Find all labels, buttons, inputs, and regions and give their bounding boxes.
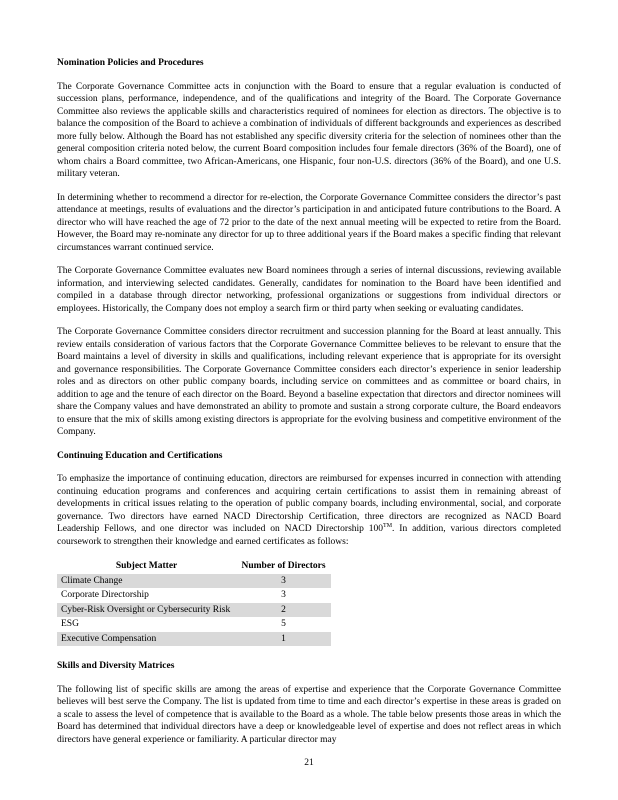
subject-cell: Cyber-Risk Oversight or Cybersecurity Risk (61, 604, 231, 615)
count-cell: 2 (281, 604, 286, 615)
table-row-executive-compensation (57, 632, 331, 647)
heading-nomination-policies: Nomination Policies and Procedures (57, 58, 204, 68)
paragraph-succession-planning: The Corporate Governance Committee considers director recruitment and succession planning for the Board at least annually. This review entails consideration of various factors that the Corporate Governance Committee believes to be relevant to ensure that the Board maintains a level of diversity in skills and qualifications, including relevant experience that is appropriate for its oversight and governance responsibilities. The Corporate Governance Committee considers each director’s experience in senior leadership roles and as directors on other public company boards, including service on committees and as committee or board chairs, in addition to age and the tenure of each director on the Board. Beyond a baseline expectation that directors and director nominees will share the Company values and have demonstrated an ability to promote and sustain a strong corporate culture, the Board endeavors to ensure that the mix of skills among existing directors is appropriate for the evolving business and competitive environment of the Company. (57, 327, 561, 437)
count-cell: 1 (281, 633, 286, 644)
certifications-table (57, 559, 331, 646)
table-row-esg (57, 617, 331, 632)
subject-cell: Climate Change (61, 575, 123, 586)
page-number: 21 (304, 758, 314, 768)
count-cell: 3 (281, 590, 286, 600)
table-row-cyber-risk (57, 603, 331, 618)
table-row-corporate-directorship (57, 588, 331, 603)
count-cell: 3 (281, 575, 286, 586)
paragraph-nomination-overview: The Corporate Governance Committee acts in conjunction with the Board to ensure that a regular evaluation is conducted of succession plans, performance, independence, and of the qualifications and integrity of the Board. The Corporate Governance Committee also reviews the applicable skills and characteristics required of nominees for election as directors. The objective is to balance the composition of the Board to achieve a combination of individuals of different backgrounds and experiences as described more fully below. Although the Board has not established any specific diversity criteria for the selection of nominees other than the general composition criteria noted below, the current Board composition includes four female directors (36% of the Board), one of whom chairs a Board committee, two African-Americans, one Hispanic, four non-U.S. directors (36% of the Board), and one U.S. military veteran. (57, 81, 561, 179)
paragraph-reelection-criteria: In determining whether to recommend a director for re-election, the Corporate Governance Committee considers the director’s past attendance at meetings, results of evaluations and the director’s participation in and anticipated future contributions to the Board. A director who will have reached the age of 72 prior to the date of the next annual meeting will be expected to retire from the Board. However, the Board may re-nominate any director for up to three additional years if the Board makes a specific finding that relevant circumstances warrant continued service. (57, 192, 561, 253)
count-cell: 5 (281, 619, 286, 629)
education-text: To emphasize the importance of continuing education, directors are reimbursed for expenses incurred in connection with attending continuing education programs and conferences and acquiring certain certifications to assist them in remaining abreast of developments in critical issues relating to the operation of public company boards, including environmental, social, and corporate governance. Two directors have earned NACD Directorship Certification, three directors are recognized as NACD Board Leadership Fellows, and one director was included on NACD Directorship 100 (57, 474, 561, 534)
heading-continuing-education: Continuing Education and Certifications (57, 450, 223, 461)
table-header-row (57, 559, 331, 574)
table-row-climate-change (57, 574, 331, 589)
education-text-continued: . In addition, various directors completed coursework to strengthen their knowledge and earned certificates as follows: (57, 524, 561, 547)
column-header-subject-matter: Subject Matter (115, 561, 178, 571)
paragraph-nominee-evaluation: The Corporate Governance Committee evaluates new Board nominees through a series of internal discussions, reviewing available information, and interviewing selected candidates. Generally, candidates for nomination to the Board have been identified and compiled in a database through director networking, professional organizations or suggestions from individual directors or employees. Historically, the Company does not employ a search firm or third party when seeking or evaluating candidates. (57, 266, 561, 314)
subject-cell: Executive Compensation (61, 633, 157, 644)
heading-skills-diversity: Skills and Diversity Matrices (57, 661, 175, 671)
trademark-superscript: TM (383, 522, 393, 529)
subject-cell: Corporate Directorship (61, 590, 149, 600)
column-header-number-of-directors: Number of Directors (241, 561, 326, 571)
paragraph-continuing-education (57, 473, 561, 548)
paragraph-skills-matrix: The following list of specific skills are among the areas of expertise and experience that the Corporate Governance Committee believes will best serve the Company. The list is updated from time to time and each director’s expertise in these areas is graded on a scale to assess the level of competence that is available to the Board as a whole. The table below presents those areas in which the Board has determined that individual directors have a deep or knowledgeable level of expertise and does not reflect areas in which directors have general experience or familiarity. A particular director may (57, 684, 561, 745)
subject-cell: ESG (61, 619, 79, 629)
